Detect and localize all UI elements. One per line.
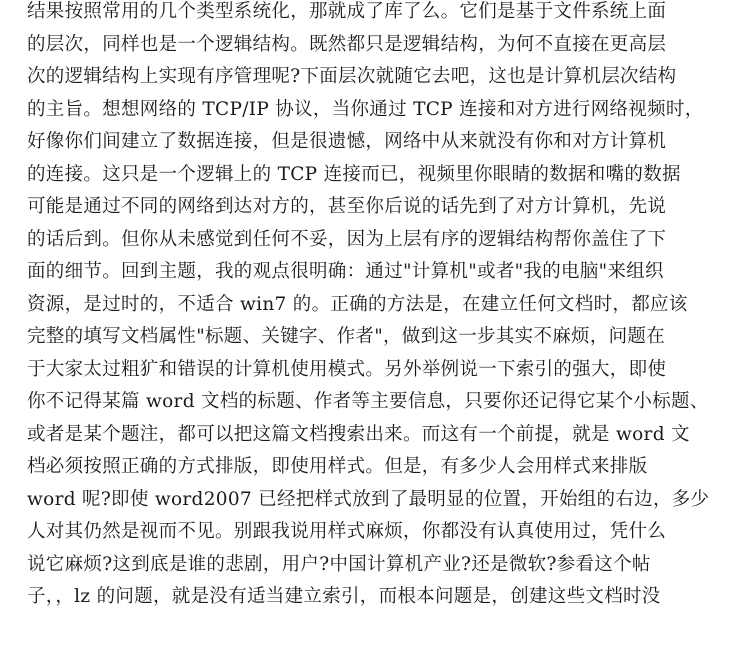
- text-line-14: 或者是某个题注，都可以把这篇文档搜索出来。而这有一个前提，就是 word 文: [27, 423, 690, 445]
- text-line-19: 子，，lz 的问题，就是没有适当建立索引，而根本问题是，创建这些文档时没: [27, 586, 661, 607]
- text-line-6: 的连接。这只是一个逻辑上的 TCP 连接而已，视频里你眼睛的数据和嘴的数据: [27, 163, 681, 185]
- text-line-10: 资源，是过时的，不适合 win7 的。正确的方法是，在建立任何文档时，都应该: [27, 293, 688, 315]
- text-line-7: 可能是通过不同的网络到达对方的，甚至你后说的话先到了对方计算机，先说: [27, 196, 667, 217]
- text-line-18: 说它麻烦?这到底是谁的悲剧，用户?中国计算机产业?还是微软?参看这个帖: [27, 553, 651, 575]
- text-line-8: 的话后到。但你从未感觉到任何不妥，因为上层有序的逻辑结构帮你盖住了下: [27, 228, 667, 250]
- text-line-12: 于大家太过粗犷和错误的计算机使用模式。另外举例说一下索引的强大，即使: [27, 358, 667, 380]
- text-line-13: 你不记得某篇 word 文档的标题、作者等主要信息，只要你还记得它某个小标题、: [27, 391, 709, 412]
- text-line-3: 次的逻辑结构上实现有序管理呢?下面层次就随它去吧，这也是计算机层次结构: [27, 66, 677, 87]
- text-line-9: 面的细节。回到主题，我的观点很明确：通过"计算机"或者"我的电脑"来组织: [27, 261, 664, 282]
- text-line-4: 的主旨。想想网络的 TCP/IP 协议，当你通过 TCP 连接和对方进行网络视频时，: [27, 98, 704, 120]
- text-line-1: 结果按照常用的几个类型系统化，那就成了库了么。它们是基于文件系统上面: [27, 1, 667, 22]
- text-line-11: 完整的填写文档属性"标题、关键字、作者"，做到这一步其实不麻烦，问题在: [27, 326, 666, 347]
- text-line-15: 档必须按照正确的方式排版，即使用样式。但是，有多少人会用样式来排版: [27, 456, 648, 477]
- text-line-16: word 呢?即使 word2007 已经把样式放到了最明显的位置，开始组的右边，多少: [27, 488, 710, 510]
- text-line-2: 的层次，同样也是一个逻辑结构。既然都只是逻辑结构，为何不直接在更高层: [27, 33, 667, 55]
- body-text: [27, 0, 727, 614]
- text-line-17: 人对其仍然是视而不见。别跟我说用样式麻烦，你都没有认真使用过，凭什么: [27, 521, 667, 542]
- text-line-5: 好像你们间建立了数据连接，但是很遗憾，网络中从来就没有你和对方计算机: [27, 131, 667, 152]
